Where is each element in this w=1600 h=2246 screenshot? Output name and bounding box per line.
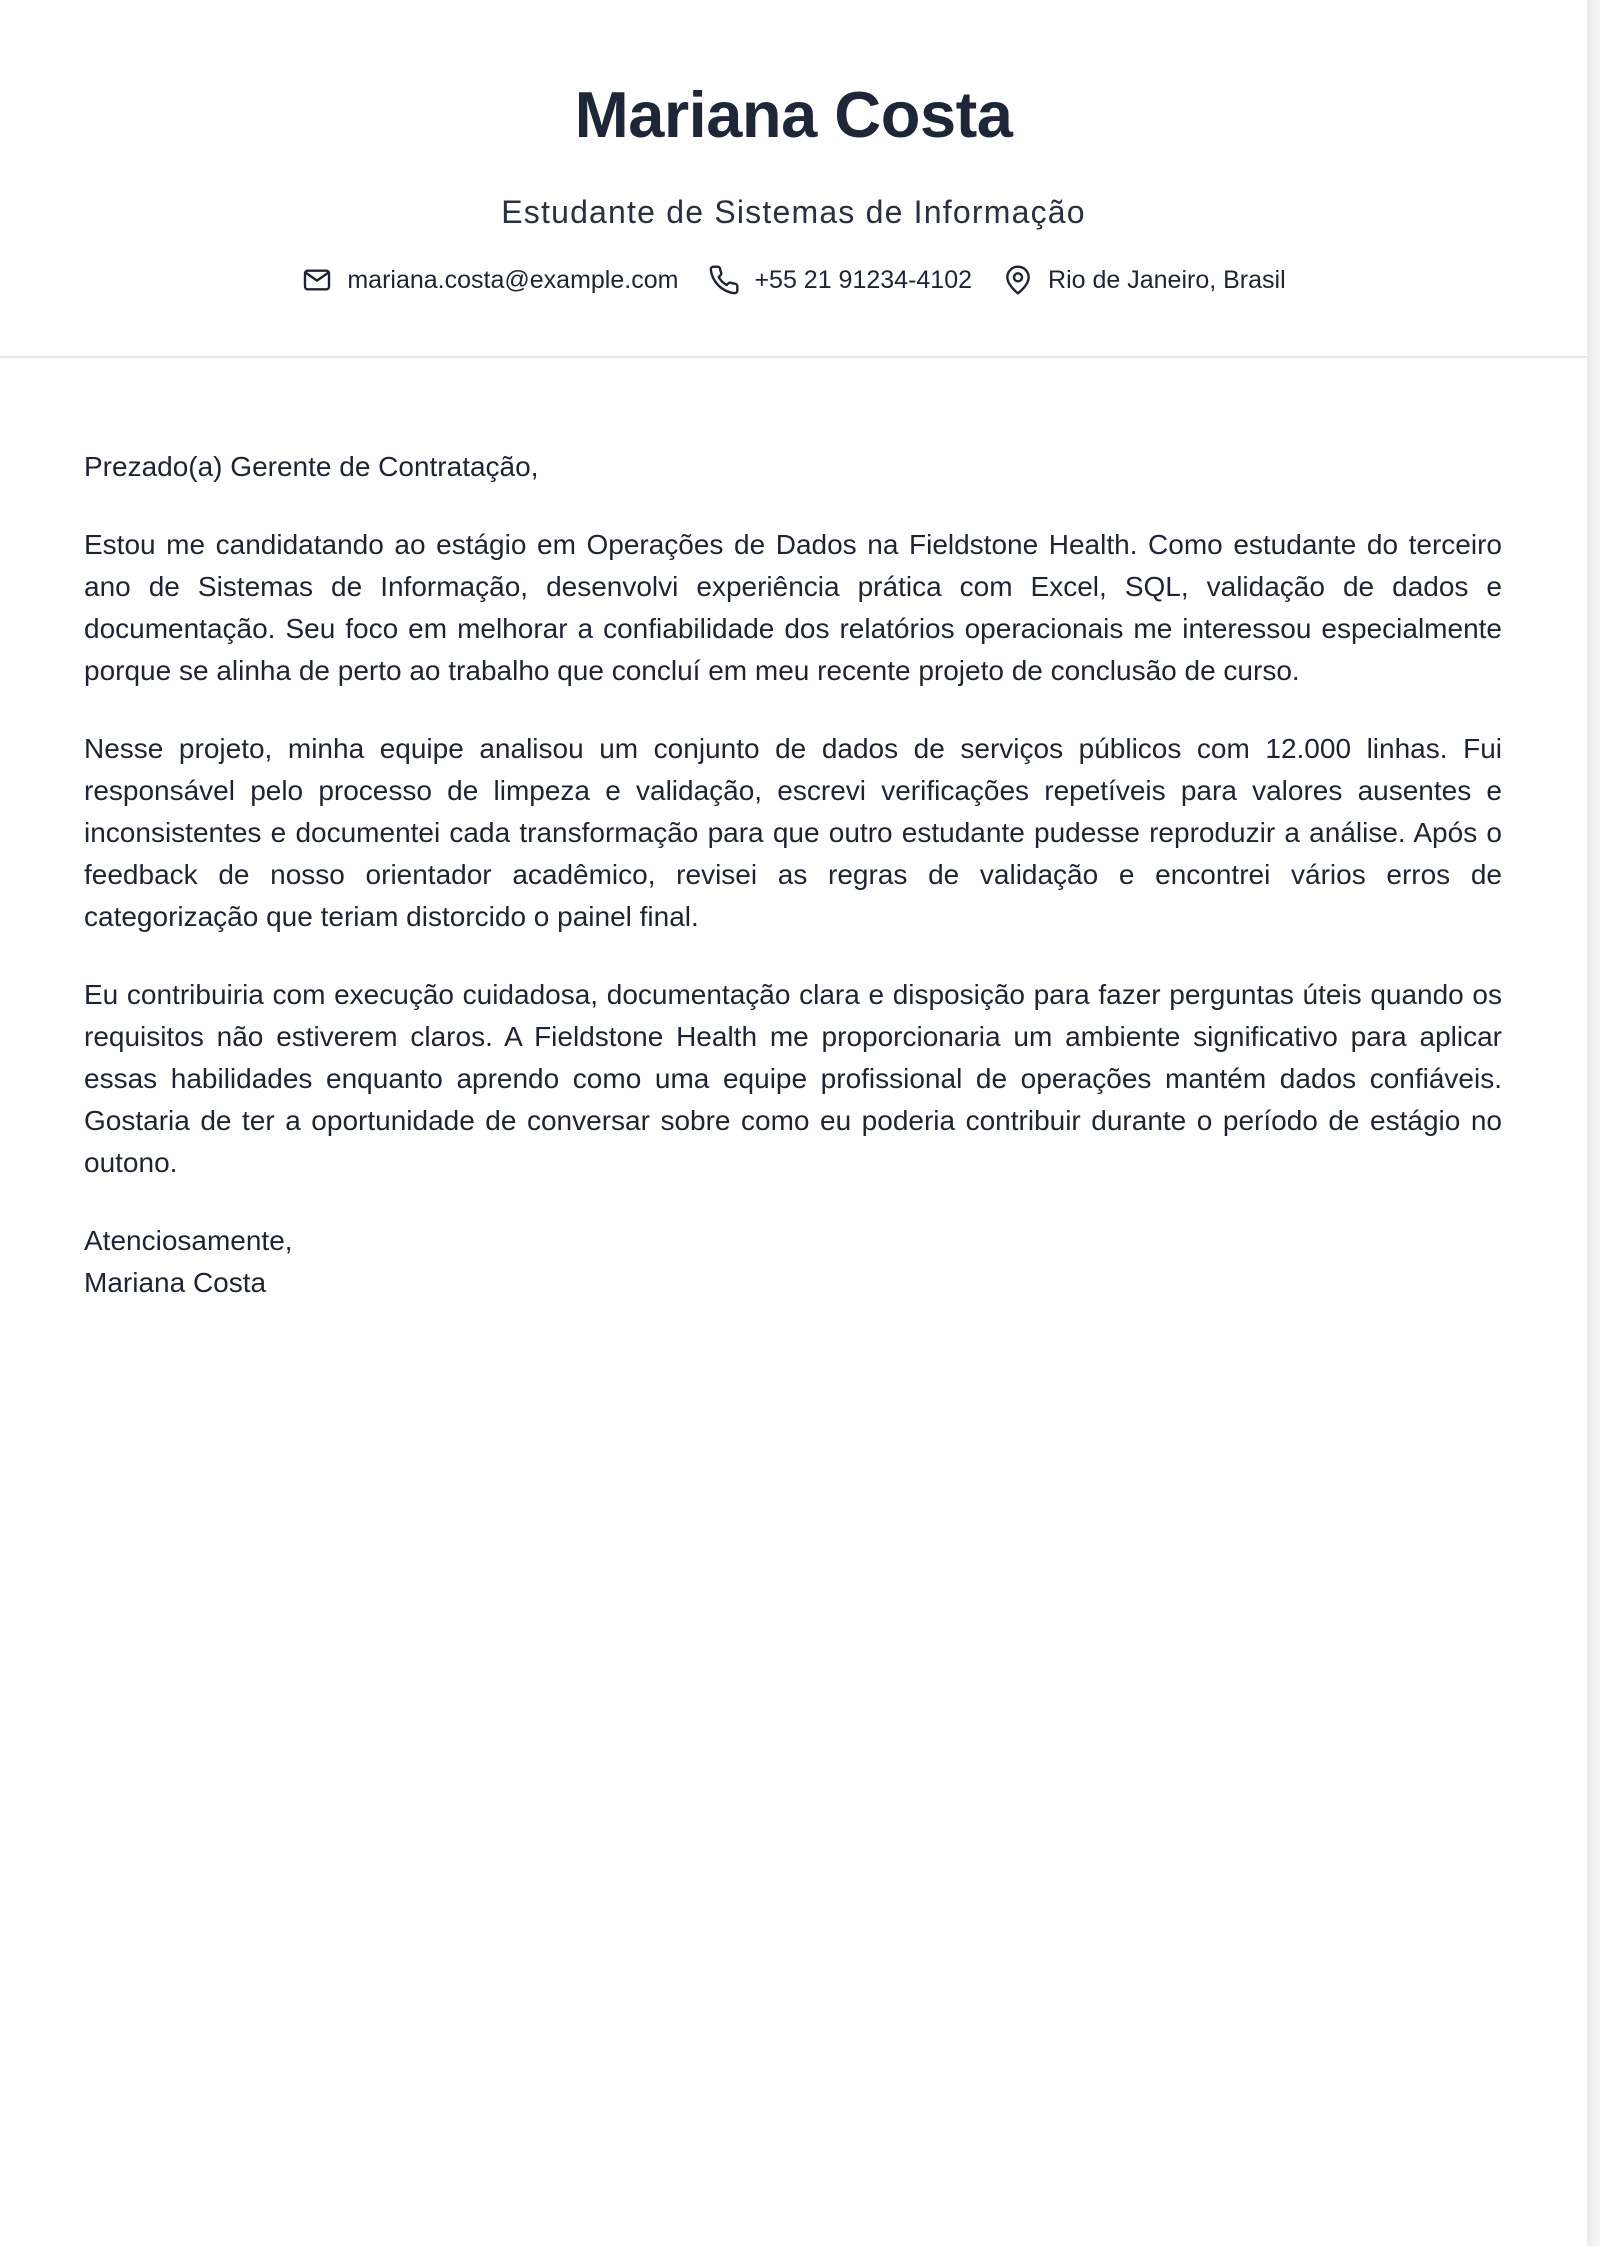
phone-text: +55 21 91234-4102 xyxy=(754,266,973,294)
letter-paragraph: Nesse projeto, minha equipe analisou um conjunto de dados de serviços públicos com 12.000 linhas. Fui responsável pelo processo de limpeza e validação, escrevi verificações repetíveis para valores ausentes e inconsistentes e documentei cada transformação para que outro estudante pudesse reproduzir a análise. Após o feedback de nosso orientador acadêmico, revisei as regras de validação e encontrei vários erros de categorização que teriam distorcido o painel final. xyxy=(84,733,1502,932)
letter-header xyxy=(0,0,1587,358)
letter-paragraph: Eu contribuiria com execução cuidadosa, documentação clara e disposição para fazer perguntas úteis quando os requisitos não estiverem claros. A Fieldstone Health me proporcionaria um ambiente significativo para aplicar essas habilidades enquanto aprendo como uma equipe profissional de operações mantém dados confiáveis. Gostaria de ter a oportunidade de conversar sobre como eu poderia contribuir durante o período de estágio no outono. xyxy=(84,979,1502,1178)
page-edge-shadow xyxy=(1587,0,1600,2246)
mail-icon xyxy=(301,264,333,296)
applicant-subtitle: Estudante de Sistemas de Informação xyxy=(501,194,1086,230)
letter-body xyxy=(84,446,1502,1304)
letter-greeting: Prezado(a) Gerente de Contratação, xyxy=(84,451,539,482)
map-pin-icon xyxy=(1002,264,1034,296)
contact-phone xyxy=(708,262,972,298)
contact-location xyxy=(1002,262,1286,298)
phone-icon xyxy=(708,264,740,296)
letter-closing: Atenciosamente, xyxy=(84,1225,293,1256)
contact-bar xyxy=(0,262,1587,298)
letter-paragraph: Estou me candidatando ao estágio em Operações de Dados na Fieldstone Health. Como estudante do terceiro ano de Sistemas de Informação, desenvolvi experiência prática com Excel, SQL, validação de dados e documentação. Seu foco em melhorar a confiabilidade dos relatórios operacionais me interessou especialmente porque se alinha de perto ao trabalho que concluí em meu recente projeto de conclusão de curso. xyxy=(84,529,1502,686)
letter-signature: Mariana Costa xyxy=(84,1267,267,1298)
location-text: Rio de Janeiro, Brasil xyxy=(1048,266,1286,294)
email-text: mariana.costa@example.com xyxy=(347,266,679,294)
applicant-name: Mariana Costa xyxy=(574,78,1013,151)
contact-email xyxy=(301,262,678,298)
